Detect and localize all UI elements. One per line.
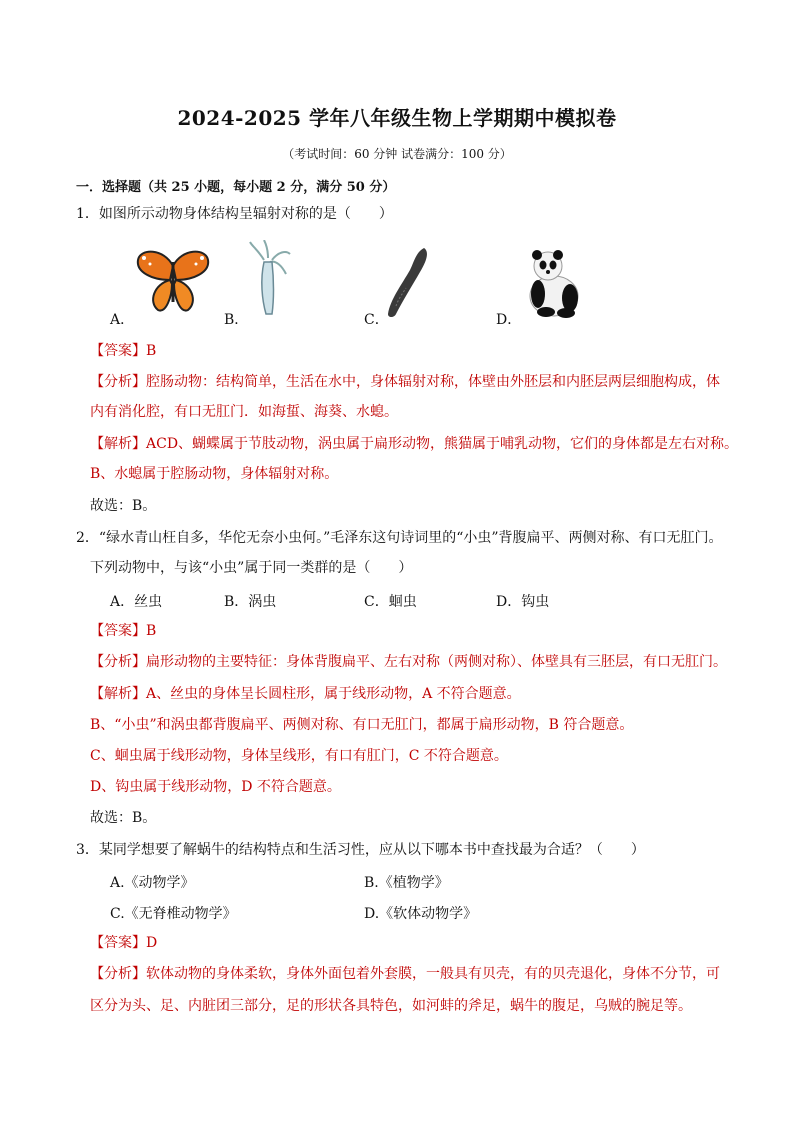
q2-option-a: A．丝虫 [110,594,163,610]
q3-option-d: D.《软体动物学》 [364,906,478,922]
q1-option-b: B． [224,312,249,328]
q1-option-d: D． [496,312,522,328]
q3-analysis-line2: 区分为头、足、内脏团三部分，足的形状各具特色，如河蚌的斧足，蜗牛的腹足，乌贼的腕足等。 [90,998,692,1014]
q3-option-c: C.《无脊椎动物学》 [110,906,237,922]
q1-answer: 【答案】B [90,343,157,359]
q2-analysis: 【分析】扁形动物的主要特征：身体背腹扁平、左右对称（两侧对称）、体壁具有三胚层，有口无肛门。 [90,654,727,670]
panda-image [524,248,582,318]
q1-explanation-line2: B、水螅属于腔肠动物，身体辐射对称。 [90,466,339,482]
q2-option-d: D．钩虫 [496,594,550,610]
q1-analysis-line1: 【分析】腔肠动物：结构简单，生活在水中，身体辐射对称，体壁由外胚层和内胚层两层细胞构成，体 [90,374,720,390]
flatworm-image [384,244,434,322]
q3-option-a: A.《动物学》 [110,875,195,891]
q3-answer: 【答案】D [90,935,158,951]
section-heading: 一．选择题（共 25 小题，每小题 2 分，满分 50 分） [76,180,396,195]
butterfly-image [134,246,212,316]
q2-explanation-line4: D、钩虫属于线形动物，D 不符合题意。 [90,779,341,795]
q2-explanation-line2: B、“小虫”和涡虫都背腹扁平、两侧对称、有口无肛门，都属于扁形动物，B 符合题意。 [90,717,634,733]
q2-option-c: C．蛔虫 [364,594,417,610]
q1-stem: 1．如图所示动物身体结构呈辐射对称的是（ ） [76,206,393,222]
q2-choice: 故选：B。 [90,810,157,826]
q2-explanation-line3: C、蛔虫属于线形动物，身体呈线形，有口有肛门，C 不符合题意。 [90,748,508,764]
q2-explanation-line1: 【解析】A、丝虫的身体呈长圆柱形，属于线形动物，A 不符合题意。 [90,686,521,702]
q3-option-b: B.《植物学》 [364,875,449,891]
hydra-image [246,240,292,318]
q3-stem: 3．某同学想要了解蜗牛的结构特点和生活习性，应从以下哪本书中查找最为合适？（ ） [76,842,645,858]
q1-analysis-line2: 内有消化腔，有口无肛门．如海蜇、海葵、水螅。 [90,404,398,420]
q2-answer: 【答案】B [90,623,157,639]
q2-option-b: B．涡虫 [224,594,277,610]
q1-option-c: C． [364,312,389,328]
q2-stem-line2: 下列动物中，与该“小虫”属于同一类群的是（ ） [90,560,413,576]
page-title: 2024-2025 学年八年级生物上学期期中模拟卷 [177,106,617,130]
q1-option-a: A． [110,312,135,328]
exam-info: （考试时间：60 分钟 试卷满分：100 分） [282,147,512,161]
q1-choice: 故选：B。 [90,498,157,514]
q1-explanation-line1: 【解析】ACD、蝴蝶属于节肢动物，涡虫属于扁形动物，熊猫属于哺乳动物，它们的身体都是左右对称。 [90,436,739,452]
q2-stem-line1: 2．“绿水青山枉自多，华佗无奈小虫何。”毛泽东这句诗词里的“小虫”背腹扁平、两侧对称、有口无肛门。 [76,530,723,546]
q3-analysis-line1: 【分析】软体动物的身体柔软，身体外面包着外套膜，一般具有贝壳，有的贝壳退化，身体不分节，可 [90,966,720,982]
